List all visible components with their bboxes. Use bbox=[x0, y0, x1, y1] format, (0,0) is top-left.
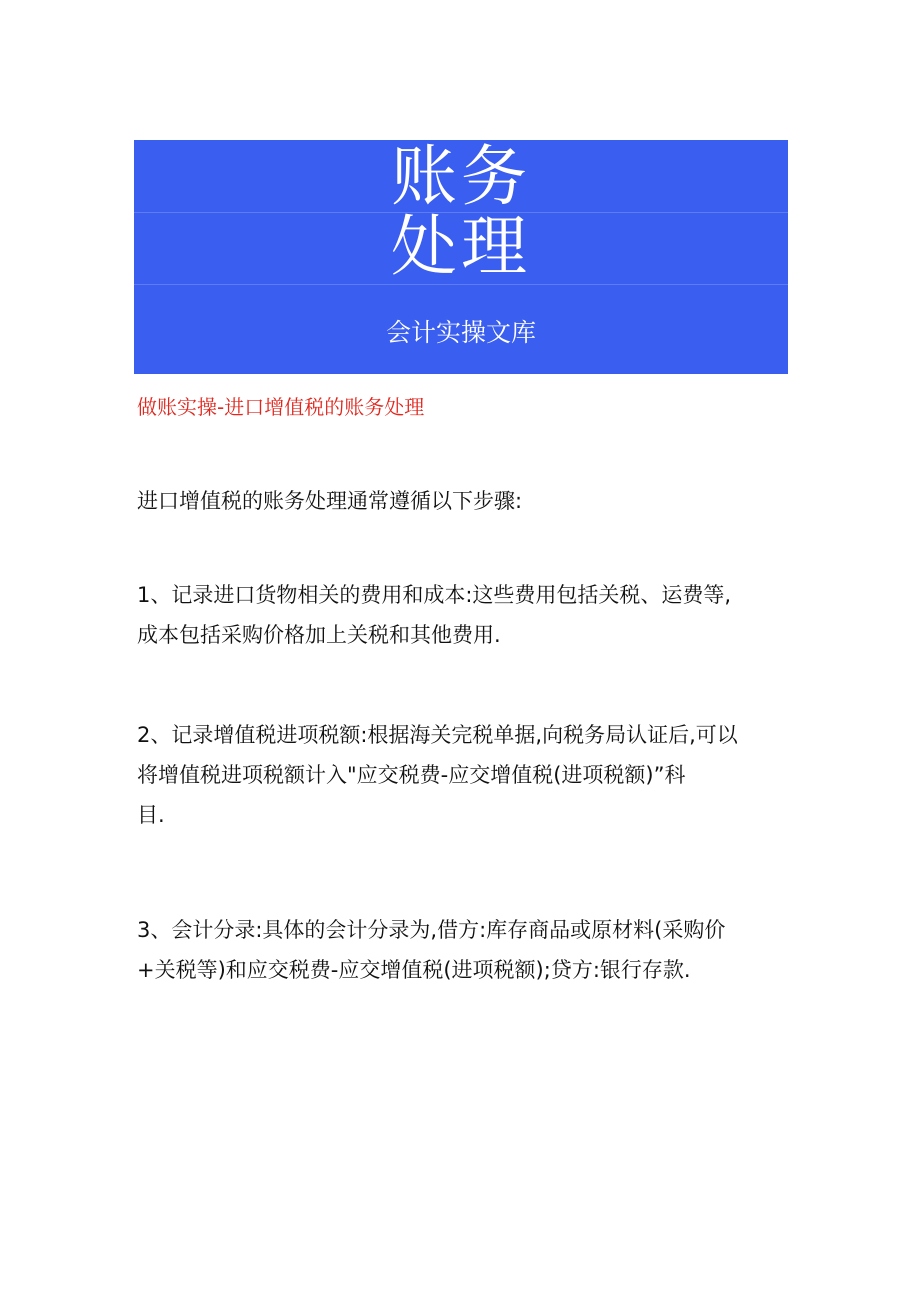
intro-text: 进口增值税的账务处理通常遵循以下步骤: bbox=[137, 489, 523, 513]
document-title: 做账实操-进口增值税的账务处理 bbox=[137, 395, 425, 419]
banner-subtitle: 会计实操文库 bbox=[385, 318, 536, 347]
step-2-line-1: 2、记录增值税进项税额:根据海关完税单据,向税务局认证后,可以 bbox=[137, 723, 738, 747]
step-1-paragraph bbox=[137, 575, 797, 655]
banner-title-line1: 账务 bbox=[391, 140, 531, 215]
step-1-line-1: 1、记录进口货物相关的费用和成本:这些费用包括关税、运费等, bbox=[137, 583, 732, 607]
step-2-paragraph bbox=[137, 715, 797, 835]
step-3-line-1: 3、会计分录:具体的会计分录为,借方:库存商品或原材料(采购价 bbox=[137, 918, 726, 942]
intro-paragraph bbox=[137, 481, 797, 521]
step-2-line-2: 将增值税进项税额计入"应交税费-应交增值税(进项税额)”科 bbox=[137, 763, 686, 787]
step-1-line-2: 成本包括采购价格加上关税和其他费用. bbox=[137, 623, 501, 647]
step-2-line-3: 目. bbox=[137, 803, 165, 827]
step-3-line-2: +关税等)和应交税费-应交增值税(进项税额);贷方:银行存款. bbox=[137, 958, 691, 982]
step-3-paragraph bbox=[137, 910, 797, 990]
cover-banner bbox=[134, 140, 788, 374]
banner-title-line2: 处理 bbox=[391, 208, 531, 285]
